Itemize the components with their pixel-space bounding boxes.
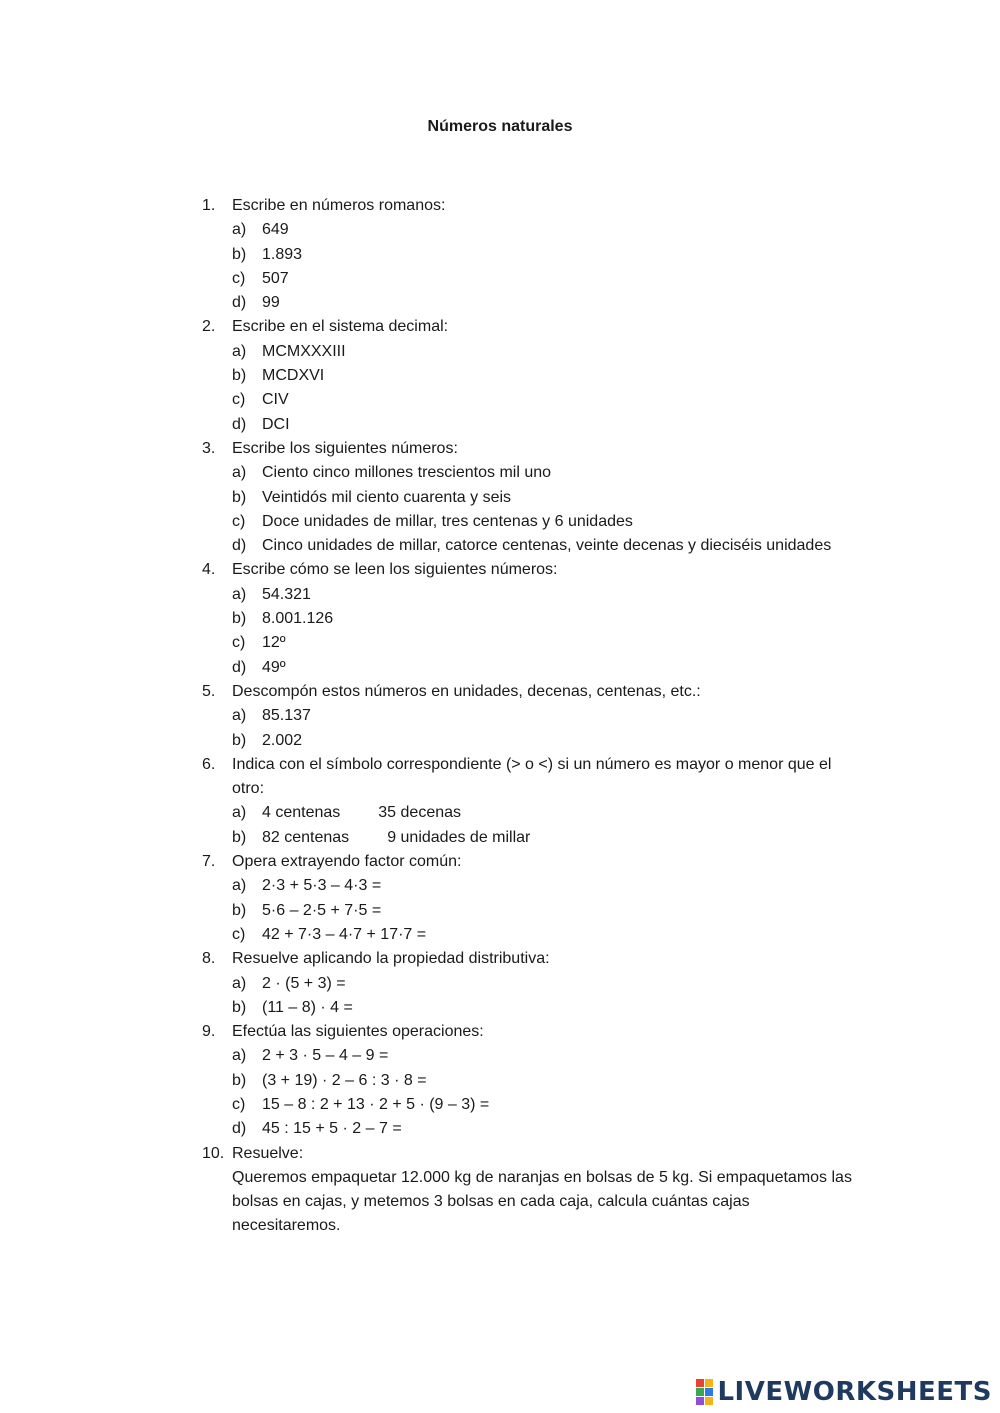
list-item xyxy=(232,388,862,412)
exercise-number: 2. xyxy=(202,318,216,336)
exercise-statement: Escribe en el sistema decimal: xyxy=(232,318,449,336)
exercise-statement: Indica con el símbolo correspondiente (> o <) si un número es mayor o menor que el otro: xyxy=(232,755,832,798)
item-letter: c) xyxy=(232,512,246,530)
item-letter: d) xyxy=(232,1120,247,1138)
list-item xyxy=(232,243,862,267)
item-letter: a) xyxy=(232,464,247,482)
item-text: 49º xyxy=(262,658,286,676)
item-letter: b) xyxy=(232,488,247,506)
item-letter: b) xyxy=(232,1071,247,1089)
list-item xyxy=(232,413,862,437)
list-item xyxy=(232,729,862,753)
sub-list xyxy=(232,1044,862,1141)
list-item xyxy=(232,704,862,728)
item-text: 15 – 8 : 2 + 13 · 2 + 5 · (9 – 3) = xyxy=(262,1095,490,1113)
comparison-pair xyxy=(232,826,862,850)
list-item xyxy=(232,291,862,315)
exercise-1 xyxy=(202,194,862,315)
item-text: (3 + 19) · 2 – 6 : 3 · 8 = xyxy=(262,1071,427,1089)
list-item xyxy=(232,923,862,947)
exercise-statement: Escribe cómo se leen los siguientes números: xyxy=(232,561,558,579)
pair-left: 4 centenas xyxy=(262,804,341,822)
exercise-8 xyxy=(202,947,862,1020)
sub-list xyxy=(232,801,862,850)
exercise-10 xyxy=(202,1142,862,1239)
sub-list xyxy=(232,874,862,947)
logo-block xyxy=(696,1388,704,1396)
exercise-statement: Resuelve: xyxy=(232,1144,304,1162)
exercise-7 xyxy=(202,850,862,947)
item-text: 45 : 15 + 5 · 2 – 7 = xyxy=(262,1120,402,1138)
list-item xyxy=(232,583,862,607)
exercise-number: 5. xyxy=(202,682,216,700)
item-letter: a) xyxy=(232,707,247,725)
item-letter: c) xyxy=(232,1095,246,1113)
item-text: 5·6 – 2·5 + 7·5 = xyxy=(262,901,382,919)
exercise-9 xyxy=(202,1020,862,1141)
logo-block xyxy=(696,1379,704,1387)
sub-list xyxy=(232,583,862,680)
item-letter: b) xyxy=(232,828,247,846)
exercise-statement: Escribe en números romanos: xyxy=(232,197,446,214)
list-item xyxy=(232,1044,862,1068)
pair-right: 35 decenas xyxy=(378,804,462,822)
item-letter: c) xyxy=(232,269,246,287)
sub-list xyxy=(232,972,862,1021)
exercise-number: 3. xyxy=(202,439,216,457)
list-item xyxy=(232,461,862,485)
liveworksheets-watermark xyxy=(696,1377,992,1407)
exercise-number: 4. xyxy=(202,561,216,579)
comparison-pair xyxy=(232,801,862,825)
exercise-4 xyxy=(202,558,862,679)
item-text: 2.002 xyxy=(262,731,303,749)
problem-paragraph: Queremos empaquetar 12.000 kg de naranjas en bolsas de 5 kg. Si empaquetamos las bolsas en cajas, y metemos 3 bolsas en cada caja, calcula cuántas cajas necesitaremos. xyxy=(232,1168,852,1235)
list-item xyxy=(232,656,862,680)
list-item xyxy=(232,996,862,1020)
item-letter: d) xyxy=(232,294,247,312)
item-text: 85.137 xyxy=(262,707,311,725)
list-item xyxy=(232,267,862,291)
list-item xyxy=(232,972,862,996)
item-text: (11 – 8) · 4 = xyxy=(262,998,353,1016)
list-item xyxy=(232,1117,862,1141)
liveworksheets-logo-icon xyxy=(696,1379,713,1405)
item-letter: b) xyxy=(232,731,247,749)
item-text: MCMXXXIII xyxy=(262,342,346,360)
page-title: Números naturales xyxy=(427,118,573,135)
exercise-6 xyxy=(202,753,862,850)
exercise-statement: Resuelve aplicando la propiedad distributiva: xyxy=(232,950,550,968)
item-text: 99 xyxy=(262,294,280,312)
item-letter: b) xyxy=(232,998,247,1016)
item-text: DCI xyxy=(262,415,290,433)
item-text: 507 xyxy=(262,269,289,287)
item-letter: c) xyxy=(232,391,246,409)
exercise-2 xyxy=(202,315,862,436)
item-text: 1.893 xyxy=(262,245,303,263)
exercise-number: 1. xyxy=(202,197,216,214)
sub-list xyxy=(232,218,862,315)
item-letter: a) xyxy=(232,1047,247,1065)
item-letter: b) xyxy=(232,367,247,385)
item-letter: b) xyxy=(232,245,247,263)
pair-left: 82 centenas xyxy=(262,828,350,846)
item-letter: c) xyxy=(232,925,246,943)
item-letter: d) xyxy=(232,415,247,433)
item-text: 8.001.126 xyxy=(262,610,334,628)
exercise-5 xyxy=(202,680,862,753)
list-item xyxy=(232,218,862,242)
item-letter: a) xyxy=(232,585,247,603)
item-letter: a) xyxy=(232,877,247,895)
exercise-statement: Escribe los siguientes números: xyxy=(232,439,458,457)
list-item xyxy=(232,899,862,923)
item-text: 2 · (5 + 3) = xyxy=(262,974,346,992)
sub-list xyxy=(232,340,862,437)
item-text: CIV xyxy=(262,391,289,409)
item-text: 2 + 3 · 5 – 4 – 9 = xyxy=(262,1047,389,1065)
logo-block xyxy=(705,1388,713,1396)
list-item xyxy=(232,534,862,558)
logo-block xyxy=(705,1379,713,1387)
exercise-number: 10. xyxy=(202,1144,225,1162)
exercise-list xyxy=(202,194,862,1239)
list-item xyxy=(232,607,862,631)
item-text: MCDXVI xyxy=(262,367,325,385)
item-letter: a) xyxy=(232,342,247,360)
list-item xyxy=(232,1069,862,1093)
watermark-text: LIVEWORKSHEETS xyxy=(717,1377,992,1407)
item-text: Doce unidades de millar, tres centenas y 6 unidades xyxy=(262,512,633,530)
exercise-number: 9. xyxy=(202,1023,216,1041)
item-text: Ciento cinco millones trescientos mil uno xyxy=(262,464,552,482)
item-letter: a) xyxy=(232,804,247,822)
sub-list xyxy=(232,461,862,558)
list-item xyxy=(232,631,862,655)
logo-block xyxy=(705,1397,713,1405)
logo-block xyxy=(696,1397,704,1405)
item-text: 2·3 + 5·3 – 4·3 = xyxy=(262,877,382,895)
item-text: 54.321 xyxy=(262,585,311,603)
item-text: 649 xyxy=(262,221,289,239)
item-letter: d) xyxy=(232,658,247,676)
list-item xyxy=(232,874,862,898)
exercise-number: 7. xyxy=(202,853,216,871)
item-letter: c) xyxy=(232,634,246,652)
list-item xyxy=(232,1093,862,1117)
item-letter: a) xyxy=(232,974,247,992)
exercise-number: 8. xyxy=(202,950,216,968)
item-text: Veintidós mil ciento cuarenta y seis xyxy=(262,488,512,506)
item-letter: d) xyxy=(232,537,247,555)
item-letter: b) xyxy=(232,610,247,628)
item-letter: b) xyxy=(232,901,247,919)
item-letter: a) xyxy=(232,221,247,239)
item-text: Cinco unidades de millar, catorce centenas, veinte decenas y dieciséis unidades xyxy=(262,537,832,555)
pair-right: 9 unidades de millar xyxy=(387,828,531,846)
exercise-number: 6. xyxy=(202,755,216,773)
sub-list xyxy=(232,704,862,753)
exercise-statement: Opera extrayendo factor común: xyxy=(232,853,462,871)
list-item xyxy=(232,486,862,510)
exercise-statement: Descompón estos números en unidades, decenas, centenas, etc.: xyxy=(232,682,701,700)
item-text: 12º xyxy=(262,634,286,652)
exercise-statement: Efectúa las siguientes operaciones: xyxy=(232,1023,484,1041)
exercise-3 xyxy=(202,437,862,558)
list-item xyxy=(232,364,862,388)
list-item xyxy=(232,510,862,534)
item-text: 42 + 7·3 – 4·7 + 17·7 = xyxy=(262,925,427,943)
list-item xyxy=(232,340,862,364)
